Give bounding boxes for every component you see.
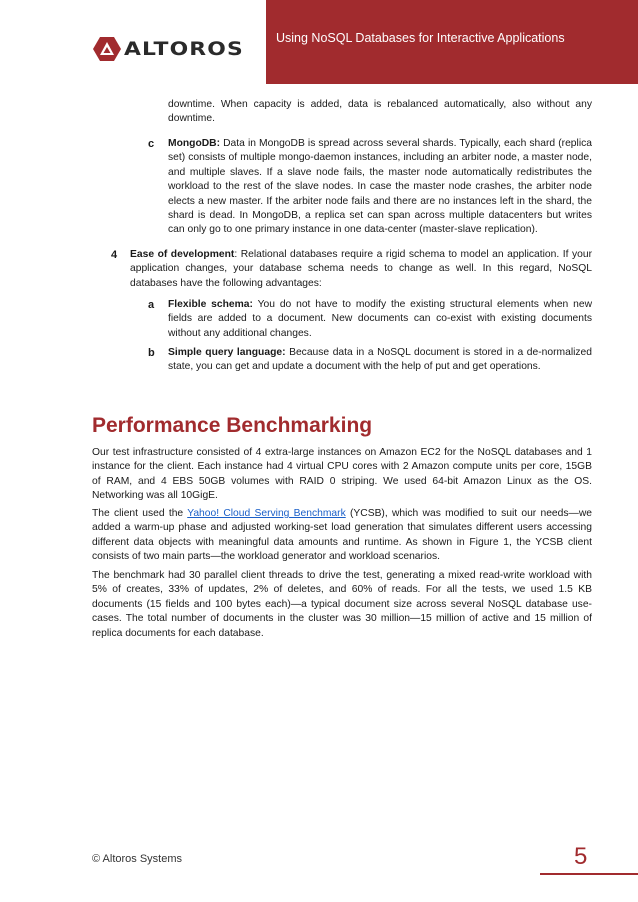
ease-of-development-text: : Relational databases require a rigid schema to model an application. If your application changes, your database schema needs to change as well. In this regard, NoSQL databases have the following advantages: <box>130 249 592 289</box>
paragraph-ycsb <box>92 507 592 565</box>
list-item-flexible-schema <box>168 298 592 341</box>
list-item-ease-of-development <box>130 248 592 291</box>
document-title: Using NoSQL Databases for Interactive Applications <box>276 31 565 45</box>
ycsb-text-after: (YCSB), which was modified to suit our needs—we added a warm-up phase and adjusted working-set load generation that simulates different users accessing different data objects with meaningful data amounts and runtime. As shown in Figure 1, the YCSB client consists of two main parts—the workload generator and workload scenarios. <box>92 508 592 563</box>
list-marker-a: a <box>148 299 155 311</box>
intro-continuation: downtime. When capacity is added, data is rebalanced automatically, also without any downtime. <box>168 99 592 125</box>
footer-copyright: © Altoros Systems <box>92 853 183 865</box>
list-marker-4: 4 <box>111 249 118 261</box>
header-band <box>266 0 638 84</box>
flexible-schema-text: You do not have to modify the existing structural elements when new fields are added to a document. New documents can co-exist with existing documents without any additional changes. <box>168 299 593 339</box>
term-flexible-schema: Flexible schema: <box>168 299 253 310</box>
paragraph-benchmark-workload: The benchmark had 30 parallel client threads to drive the test, generating a mixed read-write workload with 5% of creates, 33% of updates, 2% of deletes, and 60% of reads. For all the tests, we used 1.5 KB documents (15 fields and 100 bytes each)—a typical document size across several NoSQL database use-cases. The total number of documents in the cluster was 30 million—15 million of active and 15 million of replica documents for each database. <box>92 570 592 639</box>
page-number: 5 <box>574 843 588 870</box>
list-item-mongodb <box>168 137 592 238</box>
logo-text: ALTOROS <box>124 38 244 60</box>
altoros-logo <box>92 36 244 62</box>
list-marker-b: b <box>148 347 155 359</box>
list-marker-c: c <box>148 138 155 150</box>
section-heading: Performance Benchmarking <box>92 414 373 437</box>
mongodb-text: Data in MongoDB is spread across several shards. Typically, each shard (replica set) consists of multiple mongo-daemon instances, including an arbiter node, a master node, and multiple slaves. If a slave node fails, the master node automatically redistributes the workload to the rest of the slave nodes. In case the master node crashes, the arbiter node elects a new master. If the arbiter node fails and there are no instances left in the shard, the shard is dead. In MongoDB, a replica set can span across multiple datacenters but writes can only go to one primary instance in one data-center (master-slave replication). <box>168 138 592 236</box>
paragraph-infrastructure: Our test infrastructure consisted of 4 extra-large instances on Amazon EC2 for the NoSQL databases and 1 instance for the client. Each instance had 4 virtual CPU cores with 2 Amazon compute units per core, 15GB of RAM, and 4 EBS 50GB volumes with RAID 0 striping. We used 64-bit Amazon Linux as the OS. Networking was all 10GigE. <box>92 447 592 502</box>
simple-query-language-text: Because data in a NoSQL document is stored in a de-normalized state, you can get and update a document with the help of put and get operations. <box>168 347 593 373</box>
term-simple-query-language: Simple query language: <box>168 347 286 358</box>
term-mongodb: MongoDB: <box>168 138 221 149</box>
list-item-simple-query-language <box>168 346 592 375</box>
footer-rule <box>540 873 638 875</box>
term-ease-of-development: Ease of development <box>130 249 235 260</box>
ycsb-link[interactable]: Yahoo! Cloud Serving Benchmark <box>187 508 346 519</box>
altoros-logo-mark-icon <box>92 36 122 62</box>
ycsb-text-before: The client used the <box>92 508 188 519</box>
